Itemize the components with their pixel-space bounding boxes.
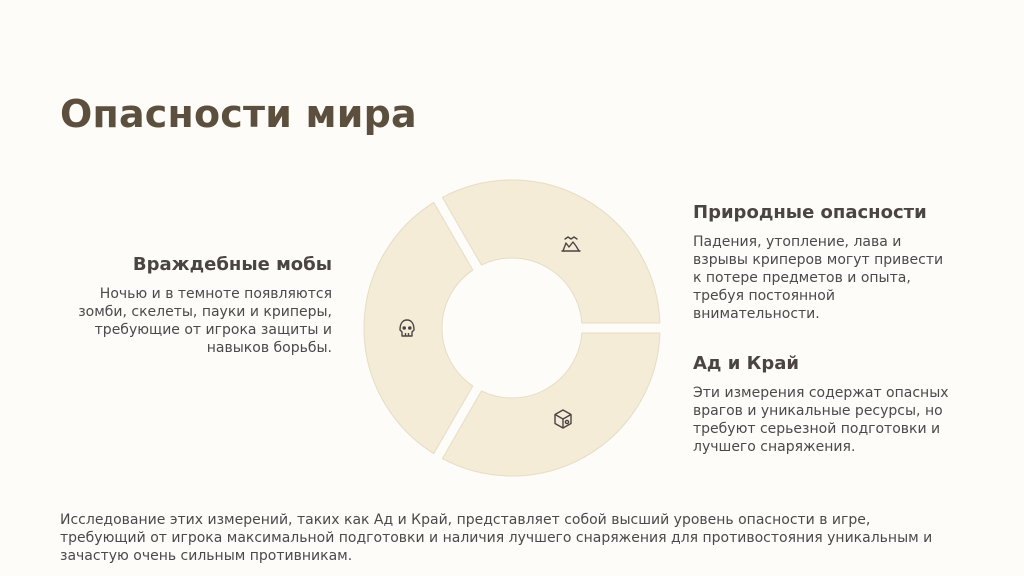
- nether-end-text: Эти измерения содержат опасных врагов и уникальные ресурсы, но требуют серьезной подготовки и лучшего снаряжения.: [693, 385, 949, 455]
- footer-note: Исследование этих измерений, таких как Ад и Край, представляет собой высший уровень опасности в игре, требующий от игрока максимальной подготовки и наличия лучшего снаряжения для противостояния уникальным и зачастую очень сильным противникам.: [60, 512, 933, 564]
- hostile-mobs-block: [60, 254, 332, 357]
- nether-end-block: [693, 353, 955, 456]
- segment-hostile-mobs: [364, 202, 473, 453]
- natural-hazards-text: Падения, утопление, лава и взрывы криперов могут привести к потере предметов и опыта, требуя постоянной внимательности.: [693, 234, 944, 322]
- cycle-diagram: [360, 178, 664, 482]
- natural-hazards-block: [693, 202, 955, 323]
- page-title: Опасности мира: [60, 92, 417, 136]
- nether-end-heading: Ад и Край: [693, 353, 799, 374]
- hostile-mobs-text: Ночью и в темноте появляются зомби, скелеты, пауки и криперы, требующие от игрока защиты и навыков борьбы.: [78, 286, 332, 356]
- natural-hazards-heading: Природные опасности: [693, 202, 927, 223]
- segment-natural-hazards: [442, 180, 660, 323]
- segment-nether-end: [442, 333, 660, 476]
- hostile-mobs-heading: Враждебные мобы: [132, 254, 332, 275]
